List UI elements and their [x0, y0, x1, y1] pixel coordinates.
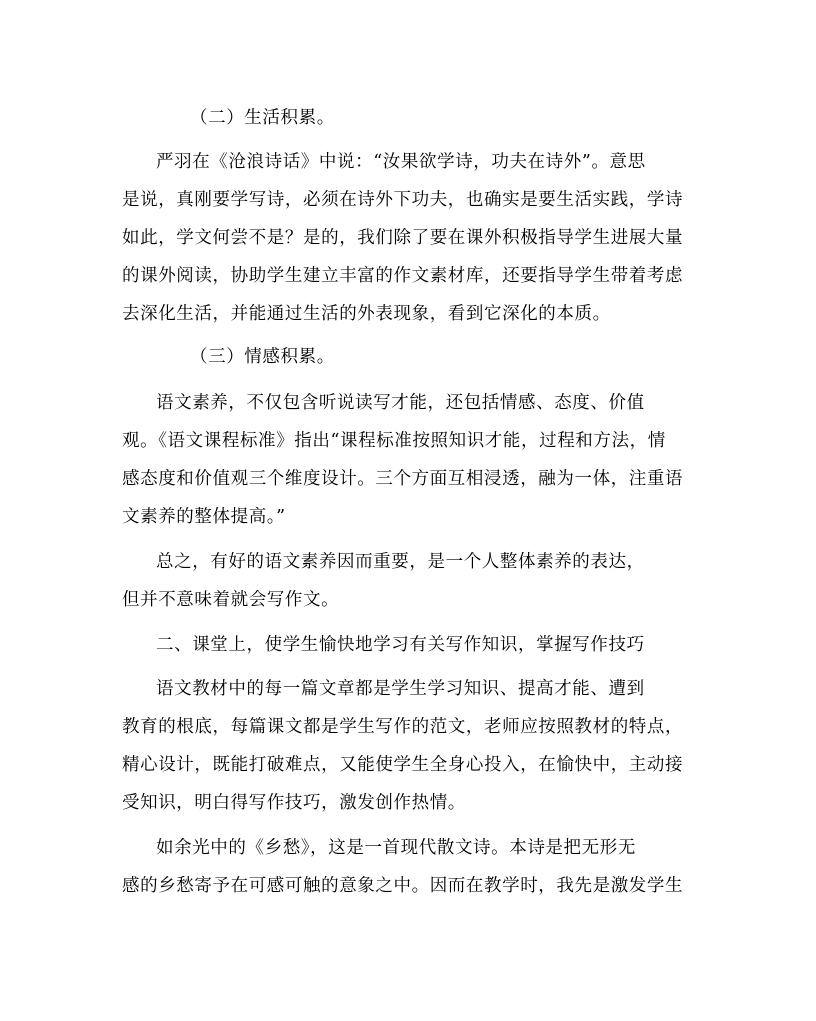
paragraph-line: 总之，有好的语文素养因而重要，是一个人整体素养的表达， — [156, 552, 645, 572]
paragraph-line: 去深化生活，并能通过生活的外表现象，看到它深化的本质。 — [122, 304, 611, 324]
paragraph-line: 教育的根底，每篇课文都是学生写作的范文，老师应按照教材的特点， — [122, 717, 684, 737]
paragraph-line: 的课外阅读，协助学生建立丰富的作文素材库，还要指导学生带着考虑 — [122, 266, 684, 286]
paragraph-line: 精心设计，既能打破难点，又能使学生全身心投入，在愉快中，主动接 — [122, 755, 684, 775]
paragraph-line: 文素养的整体提高。” — [122, 507, 286, 527]
section-heading-classroom: 二、课堂上，使学生愉快地学习有关写作知识，掌握写作技巧 — [156, 635, 645, 655]
paragraph-line: 感态度和价值观三个维度设计。三个方面互相浸透，融为一体，注重语 — [122, 469, 684, 489]
paragraph-line: 是说，真刚要学写诗，必须在诗外下功夫，也确实是要生活实践，学诗 — [122, 190, 684, 210]
paragraph-line: 语文教材中的每一篇文章都是学生学习知识、提高才能、遭到 — [156, 679, 645, 699]
paragraph-line: 语文素养，不仅包含听说读写才能，还包括情感、态度、价值 — [156, 393, 645, 413]
paragraph-line: 感的乡愁寄予在可感可触的意象之中。因而在教学时，我先是激发学生 — [122, 876, 684, 896]
paragraph-line: 受知识，明白得写作技巧，激发创作热情。 — [122, 793, 466, 813]
paragraph-line: 如此，学文何尝不是？是的，我们除了要在课外积极指导学生进展大量 — [122, 228, 684, 248]
paragraph-line: 但并不意味着就会写作文。 — [122, 590, 340, 610]
paragraph-line: 观。《语文课程标准》指出“课程标准按照知识才能，过程和方法，情 — [122, 431, 666, 451]
paragraph-line: 如余光中的《乡愁》，这是一首现代散文诗。本诗是把无形无 — [156, 838, 636, 858]
section-heading-emotional-accumulation: （三）情感积累。 — [190, 347, 335, 367]
paragraph-line: 严羽在《沧浪诗话》中说：“汝果欲学诗，功夫在诗外”。意思 — [156, 152, 646, 172]
section-heading-life-accumulation: （二）生活积累。 — [190, 108, 335, 128]
